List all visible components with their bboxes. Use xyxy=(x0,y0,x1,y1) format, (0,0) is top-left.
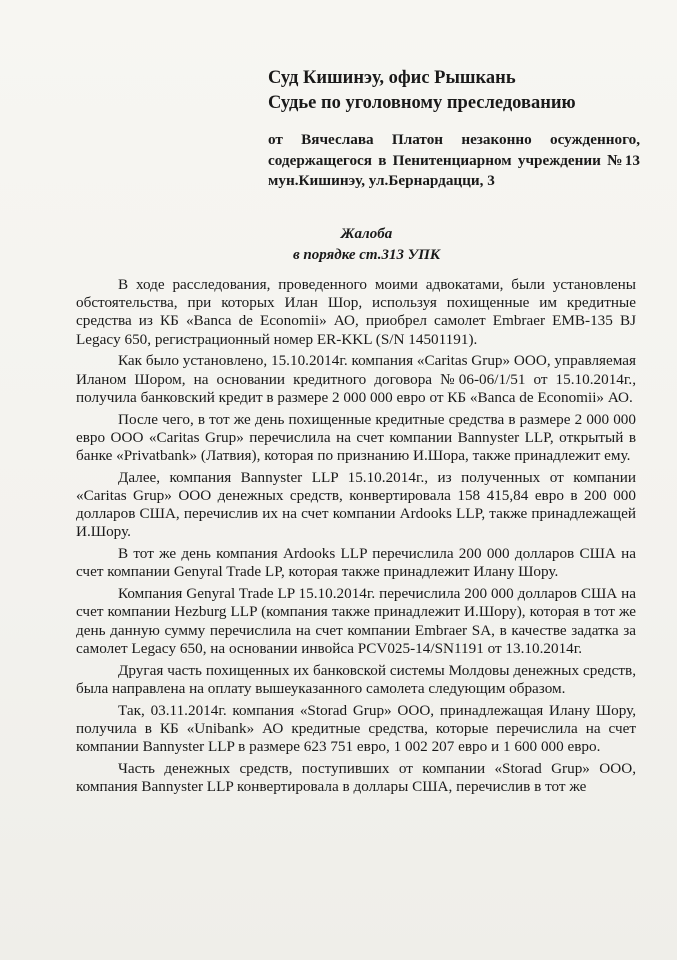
addressee-block xyxy=(268,66,658,116)
body-paragraph: Компания Genyral Trade LP 15.10.2014г. перечислила 200 000 долларов США на счет компании Hezburg LLP (компания также принадлежит И.Шору), которая в тот же день данную сумму перечислила на счет компании Embraer SA, в качестве задатка за самолет Legacy 650, на основании инвойса PCV025-14/SN1191 от 13.10.2014г. xyxy=(76,585,636,657)
sender-block: от Вячеслава Платон незаконно осужденного, содержащегося в Пенитенциарном учреждении №13 мун.Кишинэу, ул.Бернардацци, 3 xyxy=(268,131,640,189)
body-paragraph: Другая часть похищенных их банковской системы Молдовы денежных средств, была направлена на оплату вышеуказанного самолета следующим образом. xyxy=(76,661,636,697)
body-paragraph: В тот же день компания Ardooks LLP перечислила 200 000 долларов США на счет компании Genyral Trade LP, которая также принадлежит Илану Шору. xyxy=(76,545,636,581)
addressee-judge: Судье по уголовному преследованию xyxy=(268,93,576,113)
body-paragraph: В ходе расследования, проведенного моими адвокатами, были установлены обстоятельства, при которых Илан Шор, используя похищенные им кредитные средства из КБ «Banca de Economii» АО, приобрел самолет Embraer EMB-135 BJ Legacy 650, регистрационный номер ER-KKL (S/N 14501191). xyxy=(76,276,636,348)
document-title: Жалоба xyxy=(340,226,393,242)
body-paragraph: Как было установлено, 15.10.2014г. компания «Caritas Grup» ООО, управляемая Иланом Шором, на основании кредитного договора №06-06/1/51 от 15.10.2014г., получила банковский кредит в размере 2 000 000 евро от КБ «Banca de Economii» АО. xyxy=(76,352,636,406)
document-body xyxy=(76,276,636,800)
body-paragraph: Часть денежных средств, поступивших от компании «Storad Grup» ООО, компания Bannyster LLP конвертировала в доллары США, перечислив в тот же xyxy=(76,759,636,796)
document-subtitle: в порядке ст.313 УПК xyxy=(292,247,441,263)
body-paragraph: Так, 03.11.2014г. компания «Storad Grup» ООО, принадлежащая Илану Шору, получила в КБ «Unibank» АО кредитные средства, которые перечислила на счет компании Bannyster LLP в размере 623 751 евро, 1 002 207 евро и 1 600 000 евро. xyxy=(76,701,636,756)
addressee-court: Суд Кишинэу, офис Рышкань xyxy=(268,68,516,88)
body-paragraph: После чего, в тот же день похищенные кредитные средства в размере 2 000 000 евро ООО «Caritas Grup» перечислила на счет компании Bannyster LLP, открытый в банке «Privatbank» (Латвия), которая по признанию И.Шора, также принадлежит ему. xyxy=(76,410,636,465)
body-paragraph: Далее, компания Bannyster LLP 15.10.2014г., из полученных от компании «Caritas Grup» ООО денежных средств, конвертировала 158 415,84 евро в 200 000 долларов США, перечислив их на счет компании Ardooks LLP, также принадлежащей И.Шору. xyxy=(76,468,636,541)
